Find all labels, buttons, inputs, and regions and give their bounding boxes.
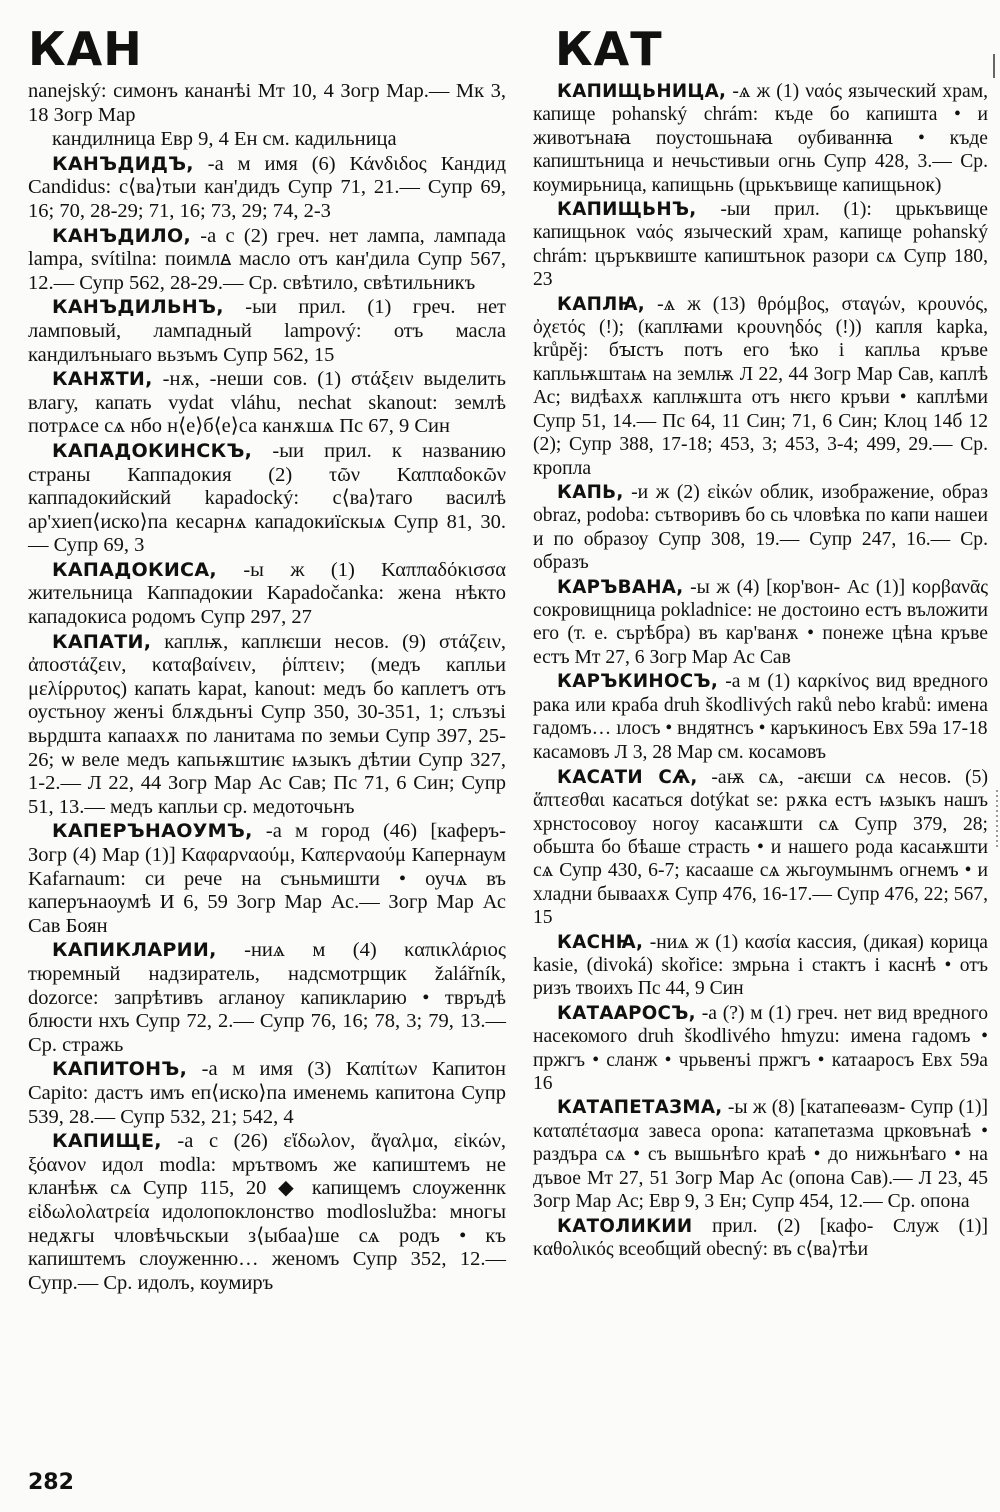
entry-headword: КАНЪДИДЪ, xyxy=(52,152,194,175)
entry xyxy=(533,576,988,670)
entry-headword: КАПИКЛАРИИ, xyxy=(52,939,217,962)
entry xyxy=(28,225,506,296)
entry-body: -а м имя (3) Καπίτων Капитон Capito: дастъ имъ еп⟨иско⟩па именемь капитона Супр 539, 28.— Супр 532, 21; 542, 4 xyxy=(28,1058,507,1128)
entry-headword: КАТОЛИКИИ xyxy=(557,1215,693,1237)
entry-headword: КАНЪДИЛО, xyxy=(52,224,191,247)
running-header-left: КАН xyxy=(28,22,143,76)
entry-body: -аѭ сѧ, -аѥши сѧ несов. (5) ἅπτεσθαι касаться dotýkat se: рѫка естъ ѩзыкъ нашъ хрнстосовоу ногоу касаѭшти сѧ Супр 379, 28; обьшта бо бѣаше страсть • и нашего рода касаѭшти сѧ Супр 430, 6-7; касааше сѧ жьгоумынмъ огнемъ • и хладни бываахѫ Супр 476, 16-17.— Супр 476, 22; 567, 15 xyxy=(533,766,988,929)
entry-headword: КАПИЩЬНИЦА, xyxy=(557,81,727,102)
entry-headword: КАПАДОКИСА, xyxy=(52,558,217,581)
entry-body: -ѧ ж (1) ναός языческий храм, капище pohanský chrám: къде бо капишта • и животънаꙗ поустошьнаꙗ оубиваннꙗ • къде капиштьница и нечьстивыи огнь Супр 428, 3.— Ср. коумирьница, капищьнь (црькъвище капищьнок) xyxy=(533,81,989,196)
entry-body: -а м (1) καρκίνος вид вредного рака или краба druh škodlivých raků nebo krabů: имена гадомъ… ıлосъ • вндятнсъ • каръкиносъ Евх 59а 17-18 xyxy=(533,671,988,739)
entry-body: -а с (2) греч. нет лампа, лампада lampa, svítilna: поимлꙙ масло отъ кан'дила Супр 567, 12.— Супр 562, 28-29.— Ср. свѣтило, свѣтильникъ xyxy=(28,224,506,294)
entry xyxy=(28,939,506,1057)
entry xyxy=(28,80,506,127)
left-column xyxy=(28,80,506,1296)
entry-headword: КАСНꙖ, xyxy=(557,931,644,953)
entry xyxy=(533,481,988,575)
entry-headword: КАНЪДИЛЬНЪ, xyxy=(52,296,224,319)
entry-headword: КАРЪКИНОСЪ, xyxy=(557,671,719,693)
entry xyxy=(533,198,988,292)
entry-body: -а м имя (6) Κάνδιδος Кандид Candidus: с⟨ва⟩тыи кан'дидъ Супр 71, 21.— Супр 69, 16; 70, 28-29; 71, 16; 73, 29; 74, 2-3 xyxy=(28,152,507,222)
entry-body: -а (?) м (1) греч. нет вид вредного насекомого druh škodlivého hmyzu: имена гадомъ • пржгъ • сланж • чрьвенъі пржгъ • катааросъ Евх 59а 16 xyxy=(533,1002,988,1095)
entry-headword: КАПИТОНЪ, xyxy=(52,1058,188,1081)
entry-body: прил. (2) [кафо- Служ (1)] καθολικός всеобщий obecný: въ с⟨ва⟩тѣи xyxy=(533,1215,988,1260)
entry-body: -ниѧ м (4) καπικλάριος тюремный надзиратель, надсмотрщик žalářník, dozorce: запрѣтивъ агланоу капикларию • твръдѣ блюсти нхъ Супр 72, 2.— Супр 76, 16; 78, 3; 79, 13.— Ср. стражь xyxy=(28,939,506,1056)
entry-headword: КАПИЩЕ, xyxy=(52,1130,162,1153)
entry xyxy=(28,128,506,152)
entry-headword: КАСАТИ СѦ, xyxy=(557,766,698,788)
entry xyxy=(533,1215,988,1262)
entry-headword: КАПЕРЪНАОУМЪ, xyxy=(52,820,253,843)
entry-body: -ыи прил. (1) греч. нет ламповый, лампадный lampový: отъ масла кандилъныаго вьзъмъ Супр 562, 15 xyxy=(28,296,506,366)
entry xyxy=(28,631,506,820)
entry-body: -ыи прил. (1): црькъвище капищьнок ναός языческий храм, капище pohanský chrám: църъквиште капиштьнок разори сѧ Супр 180, 23 xyxy=(533,199,988,291)
entry xyxy=(533,80,988,197)
entry-body: -а с (26) εἴδωλον, ἄγαλμα, εἰκών, ξόανον идол modla: мрътвомъ же капиштемъ не кланѣѭ сѧ Супр 115, 20 ◆ капищемъ слоуженнк εἰδωλολατρεία идолопоклонство modloslužba: многы недѫгы чловѣчьскыи з⟨ыбаа⟩ше сѧ родъ • къ капиштемъ слоуженню… женомъ Супр 352, 12.— Супр.— Ср. идолъ, коумиръ xyxy=(28,1130,506,1294)
entry-body: -ниѧ ж (1) κασία кассия, (дикая) корица kasie, (divoká) skořice: змрьна і стактъ і каснѣ • отъ ризъ твоихъ Пс 44, 9 Син xyxy=(533,931,989,1000)
entry-headword: КАРЪВАНА, xyxy=(557,576,684,598)
margin-mark xyxy=(993,54,995,78)
page-number: 282 xyxy=(28,1470,74,1495)
entry-body: -а м город (46) [каферъ- Зогр (4) Мар (1)] Καφαρναούμ, Καπερναούμ Капернаум Kafarnaum: си рече на съньмишти • оучѧ въ каперънаоумѣ И 6, 59 Зогр Мар Ас.— Зогр Мар Ас Сав Боян xyxy=(28,820,506,937)
entry-headword: КАПЬ, xyxy=(557,481,624,503)
entry xyxy=(28,440,506,558)
entry xyxy=(28,1130,506,1295)
entry-headword: КАПАДОКИНСКЪ, xyxy=(52,439,253,462)
entry-body: -ы ж (8) [катапеѳазм- Супр (1)] καταπέτασμα завеса opona: катапетазма црковънаѣ • раздъра сѧ • съ вышьнѣго краѣ • до нижьнѣаго • на дъвое Мт 27, 51 Зогр Мар Ас (опона Сав).— Л 23, 45 Зогр Мар Ас; Евр 9, 3 Ен; Супр 454, 12.— Ср. опона xyxy=(533,1097,988,1213)
entry-headword: КАНѪТИ, xyxy=(52,368,153,391)
entry-body: кандилница Евр 9, 4 Ен см. кадильница xyxy=(52,128,397,151)
entry xyxy=(533,670,988,740)
entry xyxy=(533,1002,988,1096)
entry-headword: КАТААРОСЪ, xyxy=(557,1002,696,1024)
entry-headword: КАПИЩЬНЪ, xyxy=(557,199,697,221)
entry xyxy=(533,293,988,480)
entry-body: nanejský: симонъ кананѣі Мт 10, 4 Зогр Мар.— Мк 3, 18 Зогр Мар xyxy=(28,80,506,126)
entry xyxy=(28,820,506,938)
running-header-right: КАТ xyxy=(555,22,663,76)
entry xyxy=(533,741,988,764)
entry-body: -ы ж (1) Καππαδόκισσα жительница Каппадокии Kapadočanka: жена нѣкто кападокиса родомъ Супр 297, 27 xyxy=(28,558,507,629)
entry xyxy=(533,766,988,930)
entry-body: -ы ж (4) [кор'вон- Ас (1)] κορβανᾶς сокровищница pokladnice: не достоино естъ въложити его (т. е. сърѣбра) въ кар'ванѫ • понеже цѣна кръве естъ Мт 27, 6 Зогр Мар Ас Сав xyxy=(533,576,988,668)
margin-dots xyxy=(996,790,998,850)
entry-body: -ѧ ж (13) θρόμβος, σταγών, κρουνός, ὀχετός (!); (каплꙗми κρουνηδός (!)) капля kapka, krůpěj: бꙑстъ потъ его ѣко і капльа кръве капльѭштаѩ на землѭ Л 22, 44 Зогр Мар Сав, каплѣ Ас; видѣахѫ каплѭшта отъ нѥго кръви • каплѣми Супр 51, 14.— Пс 64, 11 Син; 71, 6 Син; Клоц 14б 12 (2); Супр 388, 17-18; 453, 3; 453, 3-4; 499, 29.— Ср. кропла xyxy=(533,293,988,479)
entry-headword: КАПАТИ, xyxy=(52,630,152,653)
entry xyxy=(28,1058,506,1129)
entry xyxy=(28,559,506,630)
entry-headword: КАПЛꙖ, xyxy=(557,293,646,315)
entry-headword: КАТАПЕТАЗМА, xyxy=(557,1097,723,1119)
entry xyxy=(28,153,506,224)
entry-body: -нѫ, -неши сов. (1) στάξειν выделить влагу, капать vydat vláhu, nechat skanout: землѣ потрѧсе сѧ нбо н⟨е⟩б⟨е⟩са канѫшѧ Пс 67, 9 Син xyxy=(28,368,506,438)
entry xyxy=(28,368,506,439)
entry xyxy=(533,1096,988,1213)
entry-body: каплѭ, каплѥши несов. (9) στάζειν, ἀποστάζειν, καταβαίνειν, ῥίπτειν; (медъ капльи μελίρρυτος) капать kapat, kanout: медъ бо каплетъ отъ оустьноу женъі блѫдьнъі Супр 350, 30-351, 1; слъзъі вьрдшта капаахѫ по ланитама по земьи Супр 397, 25-26; ѡ веле медъ капьѭштиѥ ѩзыкъ дѣтии Супр 327, 1-2.— Л 22, 44 Зогр Мар Ас Сав; Пс 71, 6 Син; Супр 51, 13.— медъ капльи ср. медоточьнъ xyxy=(28,630,506,818)
entry xyxy=(28,296,506,367)
entry-body: касамовъ Л 3, 28 Мар см. косамовъ xyxy=(533,742,827,764)
entry xyxy=(533,931,988,1001)
entry-body: -и ж (2) εἰκών облик, изображение, образ obraz, podoba: сътворивъ бо сь чловѣка по капи нашеи и по образоу Супр 308, 19.— Супр 247, 16.— Ср. образъ xyxy=(533,481,988,574)
entry-body: -ыи прил. к названию страны Каппадокия (2) τῶν Καππαδοκῶν каппадокийский kapadocký: с⟨ва⟩таго василѣ ар'хиеп⟨иско⟩па кесарнѧ кападокиїскыѧ Супр 81, 30.— Супр 69, 3 xyxy=(28,439,506,557)
right-column xyxy=(533,80,988,1262)
